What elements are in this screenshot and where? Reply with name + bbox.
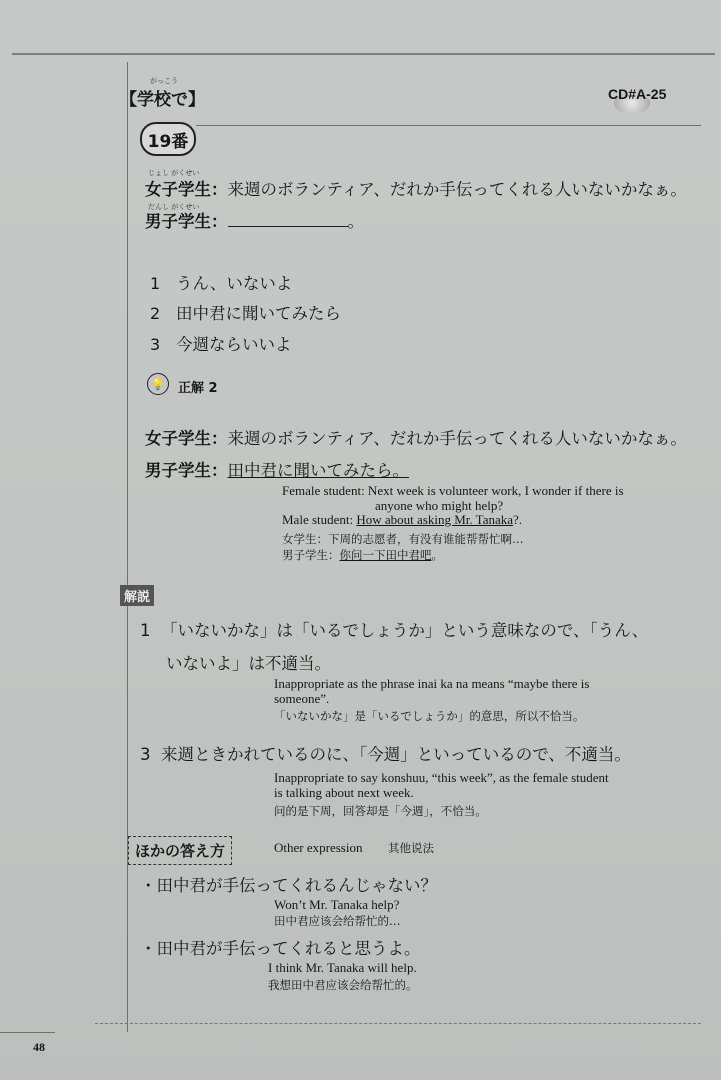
- other-expression-label: ほかの答え方: [128, 836, 232, 865]
- page-number-rule: [0, 1032, 55, 1033]
- zh-male-underlined: 你问一下田中君吧: [339, 548, 432, 562]
- option-number: 1: [150, 274, 161, 293]
- answer-label: 正解 2: [178, 381, 218, 396]
- male-furigana: だんし がくせい: [148, 203, 200, 211]
- explanation-item-3: [140, 741, 631, 765]
- item-text: 「いないかな」は「いるでしょうか」という意味なので、「うん、: [161, 621, 649, 640]
- male-label: 男子学生：: [145, 212, 228, 231]
- answer-zh-female: 女学生：下周的志愿者，有没有谁能帮帮忙啊…: [282, 532, 524, 546]
- female-furigana: じょし がくせい: [148, 169, 200, 177]
- en-male-underlined: How about asking Mr. Tanaka: [356, 512, 514, 527]
- option-number: 2: [150, 304, 161, 323]
- item-number: 1: [140, 621, 151, 640]
- dialogue-female: [145, 176, 687, 200]
- explanation-item-1-line-2: いないよ」は不適当。: [166, 654, 331, 673]
- male-end: 。: [347, 212, 364, 231]
- option-text: 田中君に聞いてみたら: [175, 304, 341, 323]
- female-line: 来週のボランティア、だれか手伝ってくれる人いないかなぁ。: [227, 180, 687, 199]
- other-item-2-zh: 我想田中君应该会给帮忙的。: [268, 978, 418, 992]
- option-2: [150, 300, 341, 324]
- answer-female: [145, 425, 687, 449]
- explanation-item-1: [140, 617, 648, 641]
- item3-en-2: is talking about next week.: [274, 785, 414, 800]
- item-text: 来週ときかれているのに、「今週」といっているので、不適当。: [161, 745, 631, 764]
- answer-male-label: 男子学生：: [145, 461, 228, 480]
- female-label: 女子学生：: [145, 180, 228, 199]
- en-male-end: ?.: [513, 512, 523, 527]
- option-text: 今週ならいいよ: [175, 335, 292, 354]
- page-number: 48: [33, 1040, 45, 1054]
- dialogue-male: [145, 208, 364, 232]
- other-item-2-en: I think Mr. Tanaka will help.: [268, 960, 417, 975]
- option-1: [150, 270, 292, 294]
- item-number: 3: [140, 745, 151, 764]
- cd-track: CD#A-25: [608, 86, 667, 102]
- other-item-1-jp: ・田中君が手伝ってくれるんじゃない？: [140, 876, 437, 895]
- section-furigana: がっこう: [150, 77, 178, 85]
- item3-zh: 问的是下周，回答却是「今週」，不恰当。: [274, 804, 487, 818]
- other-item-2-jp: ・田中君が手伝ってくれると思うよ。: [140, 939, 421, 958]
- answer-en-female-1: Female student: Next week is volunteer work, I wonder if there is: [282, 483, 624, 498]
- answer-zh-male: [282, 547, 443, 563]
- margin-rule: [127, 62, 128, 1032]
- answer-en-female-2: anyone who might help?: [375, 498, 504, 513]
- answer-female-label: 女子学生：: [145, 429, 228, 448]
- top-rule: [12, 53, 715, 55]
- item1-zh: 「いないかな」是「いるでしょうか」的意思，所以不恰当。: [274, 709, 585, 723]
- lightbulb-icon: 💡: [147, 373, 169, 395]
- option-3: [150, 331, 291, 355]
- answer-en-male: [282, 512, 522, 528]
- bottom-dashed-rule: [95, 1023, 701, 1024]
- section-title: 【学校で】: [120, 90, 205, 110]
- en-male-prefix: Male student:: [282, 512, 357, 527]
- other-item-1-en: Won’t Mr. Tanaka help?: [274, 897, 400, 912]
- other-expression-en: Other expression: [274, 840, 363, 855]
- header-rule: [196, 125, 701, 126]
- answer-male-line: 田中君に聞いてみたら。: [227, 461, 409, 480]
- other-expression-zh: 其他说法: [388, 841, 434, 855]
- other-item-1-zh: 田中君应该会给帮忙的…: [274, 914, 401, 928]
- option-number: 3: [150, 335, 161, 354]
- answer-male: [145, 457, 409, 481]
- item1-en-1: Inappropriate as the phrase inai ka na means “maybe there is: [274, 676, 590, 691]
- item1-en-2: someone”.: [274, 691, 330, 706]
- zh-male-prefix: 男子学生：: [282, 548, 340, 562]
- answer-blank: [228, 212, 348, 227]
- item3-en-1: Inappropriate to say konshuu, “this week”, as the female student: [274, 770, 609, 785]
- zh-male-end: 。: [431, 548, 443, 562]
- answer-female-line: 来週のボランティア、だれか手伝ってくれる人いないかなぁ。: [227, 429, 687, 448]
- explanation-label: 解説: [120, 585, 154, 606]
- option-text: うん、いないよ: [175, 274, 293, 293]
- question-number: 19番: [140, 122, 196, 156]
